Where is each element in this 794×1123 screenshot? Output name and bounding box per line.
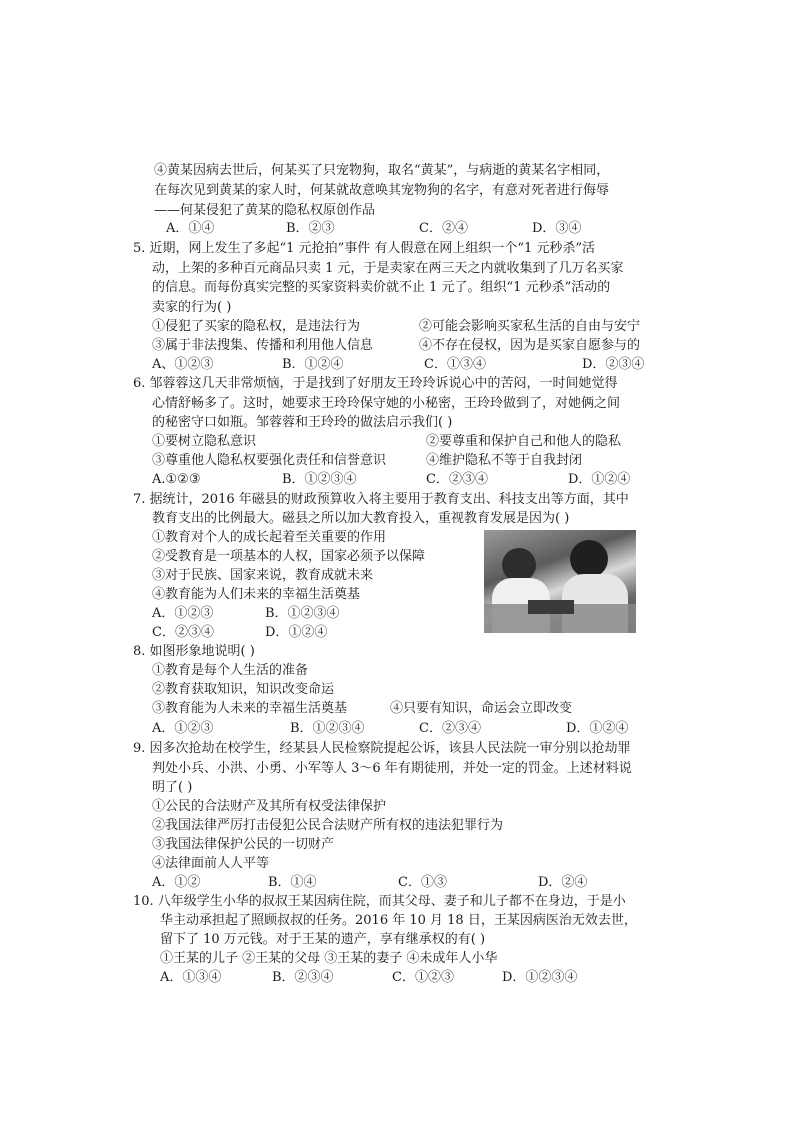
q10-choice-b: B．②③④ — [272, 970, 334, 985]
q10-stem: 10. 八年级学生小华的叔叔王某因病住院，而其父母、妻子和儿子都不在身边，于是小 — [133, 894, 626, 909]
q4-choice-d: D．③④ — [532, 221, 582, 236]
q5-choice-c: C．①③④ — [424, 357, 486, 372]
q10-choice-a: A．①③④ — [160, 970, 222, 985]
q8-option-2: ②教育获取知识，知识改变命运 — [152, 682, 335, 697]
student-head — [502, 548, 536, 582]
q6-choice-d: D．①②④ — [568, 472, 631, 487]
q9-option-1: ①公民的合法财产及其所有权受法律保护 — [152, 799, 387, 814]
q8-choice-c: C．②③④ — [419, 721, 481, 736]
q10-stem: 留下了 10 万元钱。对于王某的遗产，享有继承权的有( ) — [160, 932, 486, 947]
q8-stem: 8. 如图形象地说明( ) — [133, 644, 255, 659]
q7-option-4: ④教育能为人们未来的幸福生活奠基 — [152, 587, 361, 602]
q6-option-4: ④维护隐私不等于自我封闭 — [426, 453, 583, 468]
q7-option-3: ③对于民族、国家来说，教育成就未来 — [152, 568, 374, 583]
q4-choice-b: B．②③ — [286, 221, 335, 236]
q6-stem: 6. 邹蓉蓉这几天非常烦恼，于是找到了好朋友王玲玲诉说心中的苦闷，一时间她觉得 — [133, 376, 618, 391]
q7-option-2: ②受教育是一项基本的人权，国家必须予以保障 — [152, 549, 426, 564]
q9-option-2: ②我国法律严厉打击侵犯公民合法财产所有权的违法犯罪行为 — [152, 818, 504, 833]
q9-choice-c: C．①③ — [398, 875, 447, 890]
q5-option-4: ④不存在侵权，因为是买家自愿参与的 — [419, 338, 641, 353]
students-photo — [484, 530, 636, 633]
student-head — [570, 540, 608, 578]
q6-choice-a: A.①②③ — [152, 472, 201, 487]
q6-stem: 心情舒畅多了。这时，她要求王玲玲保守她的小秘密，王玲玲做到了，对她俩之间 — [152, 396, 621, 411]
q6-choice-b: B．①②③④ — [282, 472, 357, 487]
q7-choice-d: D．①②④ — [265, 625, 328, 640]
q9-option-3: ③我国法律保护公民的一切财产 — [152, 837, 335, 852]
q7-choice-c: C．②③④ — [152, 625, 214, 640]
q8-option-4: ④只要有知识，命运会立即改变 — [390, 701, 573, 716]
q6-option-2: ②要尊重和保护自己和他人的隐私 — [426, 434, 622, 449]
q4-option-4-continued: 在每次见到黄某的家人时，何某就故意唤其宠物狗的名字，有意对死者进行侮辱 — [154, 183, 610, 198]
q9-option-4: ④法律面前人人平等 — [152, 856, 270, 871]
q5-choice-d: D．②③④ — [582, 357, 645, 372]
q4-choice-a: A．①④ — [166, 221, 215, 236]
q10-options: ①王某的儿子 ②王某的父母 ③王某的妻子 ④未成年人小华 — [160, 951, 498, 966]
q5-stem: 的信息。而每份真实完整的买家资料卖价就不止 1 元了。组织“1 元秒杀”活动的 — [152, 280, 611, 295]
q5-stem: 动，上架的多种百元商品只卖 1 元，于是卖家在两三天之内就收集到了几万名买家 — [152, 261, 624, 276]
q7-stem: 教育支出的比例最大。磁县之所以加大教育投入，重视教育发展是因为( ) — [152, 511, 570, 526]
q10-choice-c: C．①②③ — [392, 970, 454, 985]
q9-choice-b: B．①④ — [268, 875, 317, 890]
q8-option-1: ①教育是每个人生活的准备 — [152, 663, 309, 678]
experiment-device — [528, 600, 574, 614]
q10-stem: 华主动承担起了照顾叔叔的任务。2016 年 10 月 18 日，王某因病医治无效去世， — [160, 913, 637, 928]
q8-choice-b: B．①②③④ — [290, 721, 365, 736]
q6-option-3: ③尊重他人隐私权要强化责任和信誉意识 — [152, 453, 387, 468]
q9-stem: 9. 因多次抢劫在校学生，经某县人民检察院提起公诉，该县人民法院一审分别以抢劫罪 — [133, 741, 631, 756]
q5-option-2: ②可能会影响买家私生活的自由与安宁 — [419, 319, 641, 334]
q5-stem: 卖家的行为( ) — [152, 300, 232, 315]
q5-option-1: ①侵犯了买家的隐私权，是违法行为 — [152, 319, 361, 334]
q7-choice-b: B．①②③④ — [265, 606, 340, 621]
q6-choice-c: C．②③④ — [426, 472, 488, 487]
q9-choice-d: D．②④ — [538, 875, 588, 890]
q5-choice-b: B．①②④ — [282, 357, 344, 372]
q5-stem: 5. 近期，网上发生了多起“1 元抢拍”事件 有人假意在网上组织一个“1 元秒杀”活 — [133, 241, 596, 256]
q4-choice-c: C．②④ — [419, 221, 468, 236]
q6-stem: 的秘密守口如瓶。邹蓉蓉和王玲玲的做法启示我们( ) — [152, 415, 453, 430]
q9-stem: 明了( ) — [152, 780, 193, 795]
q7-option-1: ①教育对个人的成长起着至关重要的作用 — [152, 530, 387, 545]
q6-option-1: ①要树立隐私意识 — [152, 434, 257, 449]
q9-choice-a: A．①② — [152, 875, 201, 890]
q7-stem: 7. 据统计，2016 年磁县的财政预算收入将主要用于教育支出、科技支出等方面，其中 — [133, 492, 629, 507]
q8-choice-a: A．①②③ — [152, 721, 214, 736]
q4-option-4: ④黄某因病去世后，何某买了只宠物狗，取名“黄某”，与病逝的黄某名字相同， — [154, 163, 610, 178]
q5-choice-a: A、①②③ — [152, 357, 214, 372]
q8-choice-d: D．①②④ — [566, 721, 629, 736]
q9-stem: 判处小兵、小洪、小勇、小军等人 3～6 年有期徒刑，并处一定的罚金。上述材料说 — [152, 761, 632, 776]
q5-option-3: ③属于非法搜集、传播和利用他人信息 — [152, 338, 374, 353]
q8-option-3: ③教育能为人未来的幸福生活奠基 — [152, 701, 348, 716]
q4-option-4-continued: ——何某侵犯了黄某的隐私权原创作品 — [154, 203, 376, 218]
q7-choice-a: A．①②③ — [152, 606, 214, 621]
q10-choice-d: D．①②③④ — [502, 970, 578, 985]
